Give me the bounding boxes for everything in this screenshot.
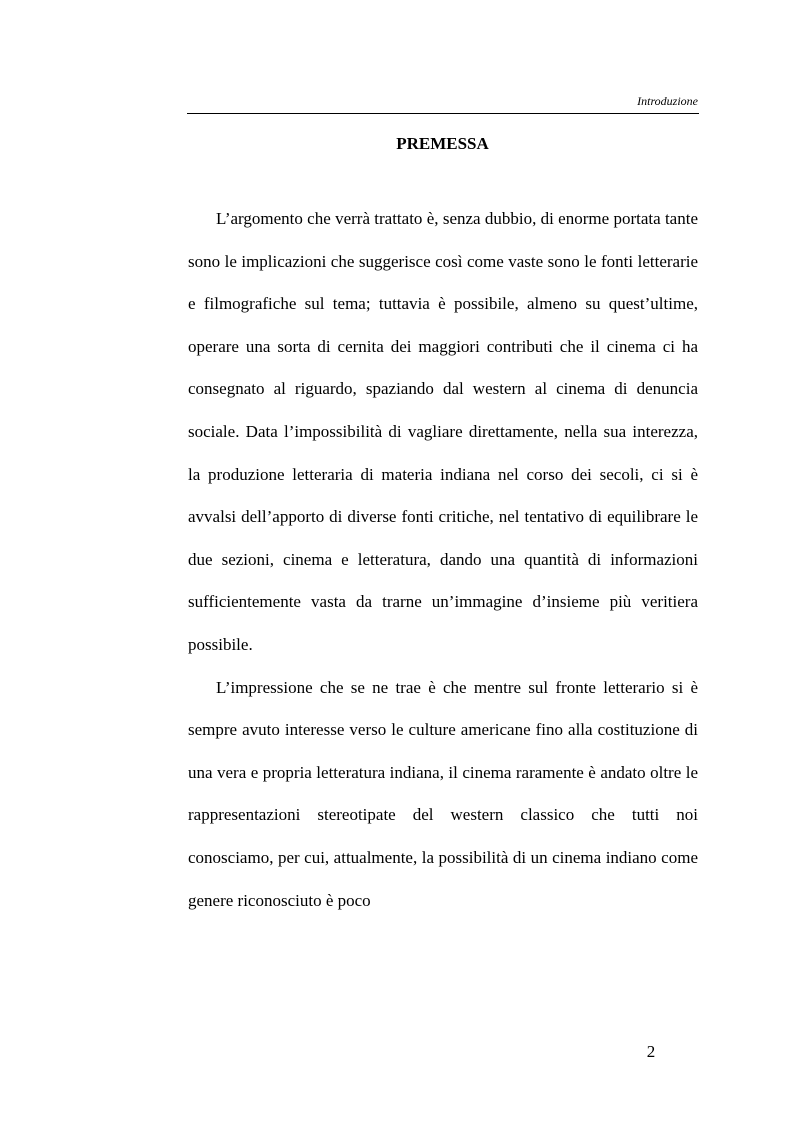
page-number: 2 bbox=[646, 1042, 656, 1061]
paragraph-2: L’impressione che se ne trae è che mentre sul fronte letterario si è sempre avuto interesse verso le culture americane fino alla costituzione di una vera e propria letteratura indiana, il cinema raramente è andato oltre le rappresentazioni stereotipate del western classico che tutti noi conosciamo, per cui, attualmente, la possibilità di un cinema indiano come genere riconosciuto è poco bbox=[188, 677, 698, 910]
page-title: PREMESSA bbox=[396, 134, 489, 153]
paragraph-1: L’argomento che verrà trattato è, senza dubbio, di enorme portata tante sono le implicazioni che suggerisce così come vaste sono le fonti letterarie e filmografiche sul tema; tuttavia è possibile, almeno su quest’ultime, operare una sorta di cernita dei maggiori contributi che il cinema ci ha consegnato al riguardo, spaziando dal western al cinema di denuncia sociale. Data l’impossibilità di vagliare direttamente, nella sua interezza, la produzione letteraria di materia indiana nel corso dei secoli, ci si è avvalsi dell’apporto di diverse fonti critiche, nel tentativo di equilibrare le due sezioni, cinema e letteratura, dando una quantità di informazioni sufficientemente vasta da trarne un’immagine d’insieme più veritiera possibile. bbox=[188, 209, 698, 654]
header-rule bbox=[187, 113, 699, 114]
body-text bbox=[188, 198, 698, 922]
running-header: Introduzione bbox=[637, 94, 698, 108]
